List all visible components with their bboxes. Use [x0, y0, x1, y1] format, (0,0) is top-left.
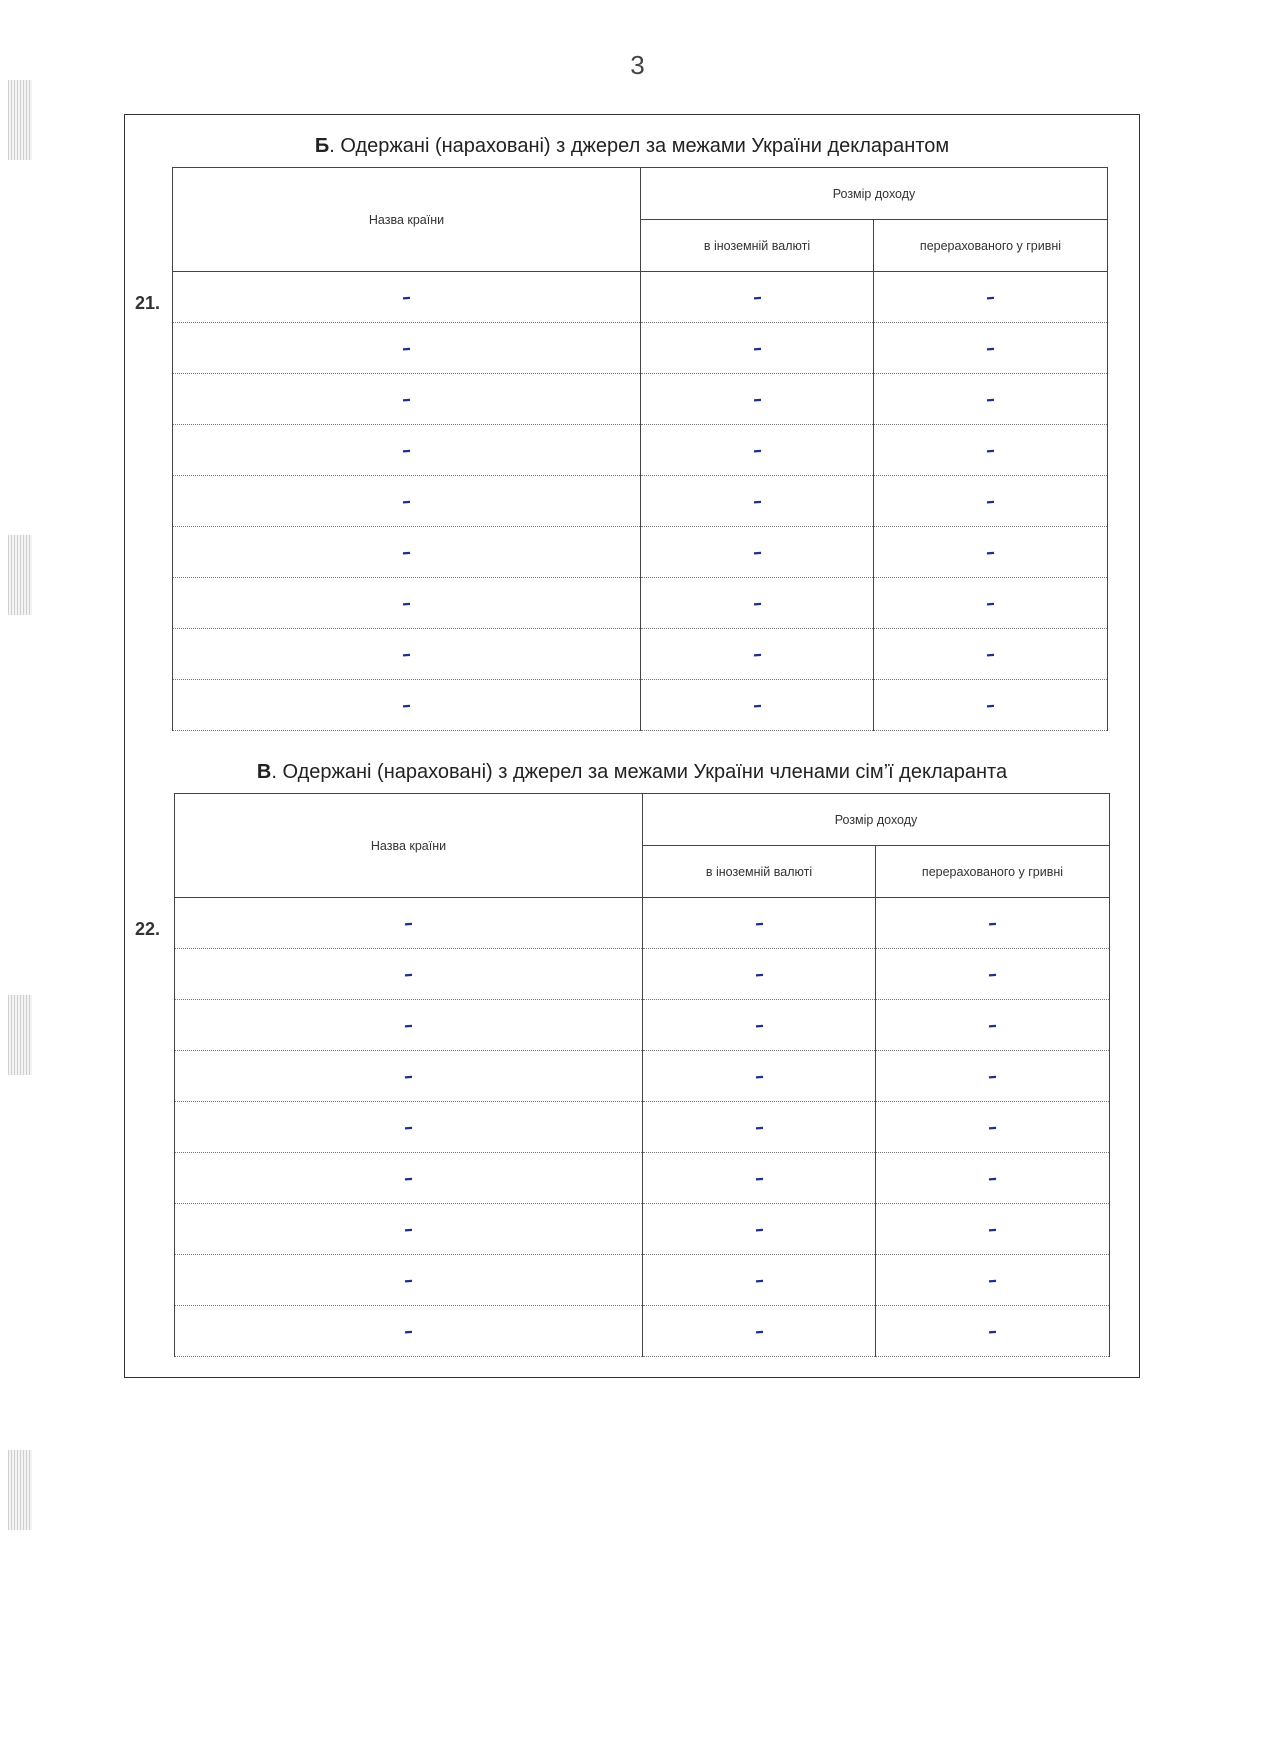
handwritten-dash: – — [754, 1014, 764, 1036]
income-table-family — [174, 793, 1110, 1357]
table-row — [175, 1000, 1110, 1051]
handwritten-dash: – — [402, 643, 411, 665]
table-row — [173, 527, 1108, 578]
handwritten-dash: – — [752, 490, 762, 512]
handwritten-dash: – — [752, 541, 762, 563]
handwritten-dash: – — [986, 643, 995, 665]
foreign-currency-cell — [643, 1306, 876, 1357]
handwritten-dash: – — [986, 592, 995, 614]
country-cell — [175, 1153, 643, 1204]
header-foreign-currency: в іноземній валюті — [641, 220, 874, 272]
converted-uah-cell — [876, 1102, 1110, 1153]
handwritten-dash: – — [402, 490, 411, 512]
handwritten-dash: – — [988, 963, 997, 985]
handwritten-dash: – — [754, 1320, 764, 1342]
country-cell — [173, 527, 641, 578]
converted-uah-cell — [874, 476, 1108, 527]
header-country: Назва країни — [175, 794, 643, 898]
foreign-currency-cell — [643, 898, 876, 949]
table-row — [173, 323, 1108, 374]
converted-uah-cell — [876, 1000, 1110, 1051]
handwritten-dash: – — [988, 1014, 997, 1036]
foreign-currency-cell — [641, 374, 874, 425]
converted-uah-cell — [874, 272, 1108, 323]
handwritten-dash: – — [752, 388, 762, 410]
country-cell — [175, 949, 643, 1000]
country-cell — [175, 1102, 643, 1153]
handwritten-dash: – — [404, 1116, 413, 1138]
converted-uah-cell — [874, 374, 1108, 425]
handwritten-dash: – — [402, 694, 411, 716]
foreign-currency-cell — [641, 680, 874, 731]
converted-uah-cell — [874, 323, 1108, 374]
handwritten-dash: – — [754, 912, 764, 934]
handwritten-dash: – — [754, 963, 764, 985]
country-cell — [173, 374, 641, 425]
handwritten-dash: – — [402, 337, 411, 359]
converted-uah-cell — [876, 1153, 1110, 1204]
handwritten-dash: – — [752, 337, 762, 359]
country-cell — [173, 629, 641, 680]
foreign-currency-cell — [641, 578, 874, 629]
converted-uah-cell — [876, 898, 1110, 949]
handwritten-dash: – — [404, 1218, 413, 1240]
converted-uah-cell — [874, 527, 1108, 578]
scan-artifact — [8, 535, 32, 615]
converted-uah-cell — [876, 1255, 1110, 1306]
row-number-21: 21. — [135, 293, 161, 313]
header-country: Назва країни — [173, 168, 641, 272]
converted-uah-cell — [876, 1204, 1110, 1255]
country-cell — [173, 272, 641, 323]
handwritten-dash: – — [754, 1269, 764, 1291]
handwritten-dash: – — [404, 1065, 413, 1087]
table-row — [173, 425, 1108, 476]
handwritten-dash: – — [754, 1218, 764, 1240]
handwritten-dash: – — [988, 1065, 997, 1087]
header-converted-uah: перерахованого у гривні — [876, 846, 1110, 898]
foreign-currency-cell — [641, 272, 874, 323]
table-row — [173, 476, 1108, 527]
handwritten-dash: – — [404, 912, 413, 934]
income-table-declarant — [172, 167, 1108, 731]
table-row — [175, 1102, 1110, 1153]
handwritten-dash: – — [752, 439, 762, 461]
form-frame — [124, 114, 1140, 1378]
country-cell — [175, 898, 643, 949]
converted-uah-cell — [874, 629, 1108, 680]
table-row — [173, 374, 1108, 425]
handwritten-dash: – — [752, 592, 762, 614]
handwritten-dash: – — [402, 439, 411, 461]
handwritten-dash: – — [402, 592, 411, 614]
foreign-currency-cell — [641, 476, 874, 527]
table-row — [175, 949, 1110, 1000]
handwritten-dash: – — [986, 541, 995, 563]
foreign-currency-cell — [643, 1000, 876, 1051]
handwritten-dash: – — [988, 1167, 997, 1189]
country-cell — [175, 1051, 643, 1102]
handwritten-dash: – — [404, 1014, 413, 1036]
scan-artifact — [8, 995, 32, 1075]
header-income-size: Розмір доходу — [641, 168, 1108, 220]
handwritten-dash: – — [986, 490, 995, 512]
header-foreign-currency: в іноземній валюті — [643, 846, 876, 898]
foreign-currency-cell — [643, 1051, 876, 1102]
row-number-22: 22. — [135, 919, 161, 939]
section-b-letter: Б — [314, 135, 330, 157]
converted-uah-cell — [876, 1306, 1110, 1357]
handwritten-dash: – — [986, 337, 995, 359]
handwritten-dash: – — [752, 286, 762, 308]
handwritten-dash: – — [402, 388, 411, 410]
country-cell — [173, 425, 641, 476]
foreign-currency-cell — [643, 1255, 876, 1306]
page-number: 3 — [630, 50, 645, 80]
country-cell — [173, 476, 641, 527]
table-row — [175, 1306, 1110, 1357]
table-row — [175, 898, 1110, 949]
table-row — [173, 272, 1108, 323]
converted-uah-cell — [874, 578, 1108, 629]
handwritten-dash: – — [752, 694, 762, 716]
handwritten-dash: – — [404, 1320, 413, 1342]
handwritten-dash: – — [988, 1269, 997, 1291]
converted-uah-cell — [874, 425, 1108, 476]
handwritten-dash: – — [404, 1269, 413, 1291]
handwritten-dash: – — [404, 1167, 413, 1189]
section-c-title-text: . Одержані (нараховані) з джерел за межами України членами сім’ї декларанта — [271, 761, 1008, 783]
country-cell — [173, 680, 641, 731]
handwritten-dash: – — [402, 286, 411, 308]
handwritten-dash: – — [754, 1065, 764, 1087]
section-c-title — [125, 761, 1139, 784]
country-cell — [175, 1000, 643, 1051]
table-row — [175, 1051, 1110, 1102]
section-b-title — [125, 135, 1139, 158]
foreign-currency-cell — [643, 1102, 876, 1153]
foreign-currency-cell — [641, 527, 874, 578]
converted-uah-cell — [876, 1051, 1110, 1102]
foreign-currency-cell — [643, 949, 876, 1000]
foreign-currency-cell — [643, 1204, 876, 1255]
handwritten-dash: – — [986, 286, 995, 308]
country-cell — [175, 1306, 643, 1357]
handwritten-dash: – — [988, 912, 997, 934]
table-row — [175, 1153, 1110, 1204]
header-converted-uah: перерахованого у гривні — [874, 220, 1108, 272]
table-row — [173, 680, 1108, 731]
section-b-title-text: . Одержані (нараховані) з джерел за межами України декларантом — [329, 135, 950, 157]
table-body — [175, 898, 1110, 1357]
table-row — [173, 629, 1108, 680]
handwritten-dash: – — [986, 439, 995, 461]
converted-uah-cell — [874, 680, 1108, 731]
handwritten-dash: – — [986, 388, 995, 410]
country-cell — [173, 323, 641, 374]
handwritten-dash: – — [404, 963, 413, 985]
country-cell — [175, 1255, 643, 1306]
scan-artifact — [8, 1450, 32, 1530]
handwritten-dash: – — [988, 1218, 997, 1240]
handwritten-dash: – — [752, 643, 762, 665]
header-income-size: Розмір доходу — [643, 794, 1110, 846]
handwritten-dash: – — [754, 1167, 764, 1189]
handwritten-dash: – — [988, 1116, 997, 1138]
section-c-letter: В — [256, 761, 272, 783]
foreign-currency-cell — [641, 629, 874, 680]
foreign-currency-cell — [641, 323, 874, 374]
handwritten-dash: – — [402, 541, 411, 563]
country-cell — [175, 1204, 643, 1255]
table-body — [173, 272, 1108, 731]
table-row — [175, 1255, 1110, 1306]
table-row — [175, 1204, 1110, 1255]
converted-uah-cell — [876, 949, 1110, 1000]
table-row — [173, 578, 1108, 629]
foreign-currency-cell — [641, 425, 874, 476]
handwritten-dash: – — [986, 694, 995, 716]
handwritten-dash: – — [754, 1116, 764, 1138]
country-cell — [173, 578, 641, 629]
scan-artifact — [8, 80, 32, 160]
foreign-currency-cell — [643, 1153, 876, 1204]
handwritten-dash: – — [988, 1320, 997, 1342]
